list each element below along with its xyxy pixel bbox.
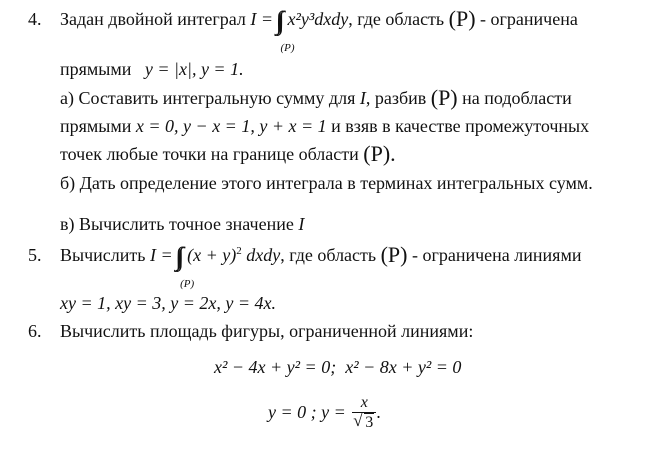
problem-4-bounded-by: прямыми — [60, 59, 132, 79]
problem-6-eq3-end: . — [376, 402, 381, 422]
problem-6-line-1 — [28, 320, 473, 342]
problem-4a-line-3 — [60, 143, 396, 165]
problem-4-integral-lhs: I = — [250, 9, 273, 29]
problem-4c-text: в) Вычислить точное значение — [60, 214, 294, 234]
problem-4-number: 4. — [28, 9, 42, 29]
problem-6-eq1: x² − 4x + y² = 0; — [214, 357, 337, 377]
problem-5-line-2 — [60, 292, 276, 314]
problem-4-line-2 — [60, 58, 244, 80]
problem-5-integrand-base: (x + y) — [187, 245, 237, 265]
sqrt-icon — [354, 413, 374, 433]
problem-4a-sub: на подобласти — [462, 88, 572, 108]
problem-5-tail: - ограничена линиями — [412, 245, 582, 265]
problem-4a-split: , разбив — [365, 88, 427, 108]
problem-4a-I: I — [359, 88, 366, 108]
integral-region-subscript: (P) — [280, 42, 295, 54]
problem-5-intro: Вычислить — [60, 245, 146, 265]
problem-4a-line-2 — [60, 115, 589, 137]
sqrt-radicand: 3 — [365, 414, 374, 432]
problem-4b-line — [60, 172, 593, 194]
problem-6-eq2: x² − 8x + y² = 0 — [345, 357, 462, 377]
fraction-numerator: x — [352, 394, 376, 413]
fraction-x-over-sqrt3 — [352, 394, 376, 433]
problem-5-lines: xy = 1, xy = 3, y = 2x, y = 4x. — [60, 293, 276, 313]
problem-6-eq3-left: y = 0 ; — [268, 402, 317, 422]
problem-4a-region: (P) — [430, 85, 458, 110]
problem-5-integrand-tail: dxdy — [246, 245, 281, 265]
problem-4c-I: I — [298, 214, 305, 234]
problem-5-number: 5. — [28, 245, 42, 265]
problem-5-integrand-exp: 2 — [236, 245, 242, 257]
problem-4-region: (P) — [448, 6, 476, 31]
problem-4-tail: - ограничена — [480, 9, 578, 29]
problem-5-integral-lhs: I = — [149, 245, 173, 265]
problem-5-line-1 — [28, 242, 582, 290]
problem-6-equations — [214, 356, 461, 378]
problem-4-lines: y = |x|, y = 1. — [144, 59, 244, 79]
problem-5-region: (P) — [380, 242, 408, 267]
problem-4-intro: Задан двойной интеграл — [60, 9, 246, 29]
problem-6-eq3-right-lhs: y = — [321, 402, 346, 422]
problem-4a-label: а) Составить интегральную сумму для — [60, 88, 356, 108]
problem-4a-line3: точек любые точки на границе области — [60, 144, 359, 164]
problem-4a-line2-math: x = 0, y − x = 1, y + x = 1 — [135, 116, 327, 136]
integral-region-subscript: (P) — [180, 278, 195, 290]
problem-4-line-1 — [28, 6, 578, 54]
problem-4a-line2-start: прямыми — [60, 116, 132, 136]
problem-4-after: , где область — [348, 9, 445, 29]
problem-4a-line-1 — [60, 87, 572, 109]
problem-4-integrand: x²y³dxdy — [287, 9, 349, 29]
problem-4c-line — [60, 213, 304, 235]
problem-5-after: , где область — [280, 245, 377, 265]
problem-4a-line3-region: (P). — [363, 141, 396, 166]
problem-6-number: 6. — [28, 321, 42, 341]
problem-6-eq3 — [268, 392, 381, 433]
problem-4a-line2-end: и взяв в качестве промежуточных — [331, 116, 590, 136]
problem-6-text: Вычислить площадь фигуры, ограниченной линиями: — [60, 321, 474, 341]
fraction-denominator — [352, 413, 376, 433]
problem-4b-text: б) Дать определение этого интеграла в терминах интегральных сумм. — [60, 173, 593, 193]
